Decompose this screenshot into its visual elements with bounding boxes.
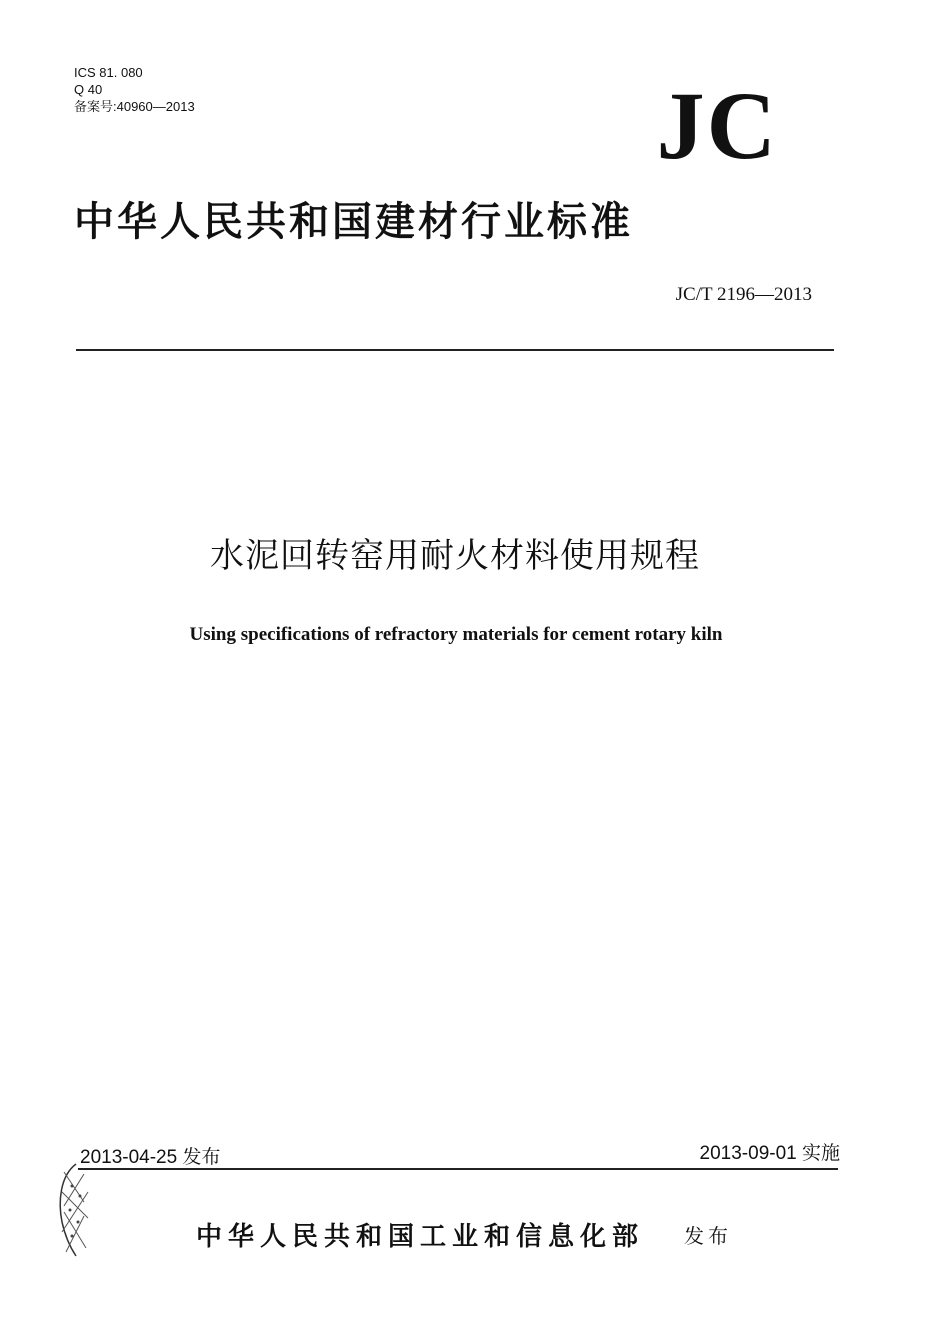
document-title-chinese: 水泥回转窑用耐火材料使用规程 [210, 536, 700, 576]
classification-block [74, 64, 195, 115]
issuing-authority: 中华人民共和国工业和信息化部 [196, 1222, 645, 1252]
standard-code: JC/T 2196—2013 [675, 284, 812, 305]
issuing-label: 发布 [684, 1224, 732, 1248]
binding-seal-mark [54, 1162, 98, 1258]
ics-code: ICS 81. 080 [74, 65, 143, 80]
issue-date: 2013-04-25 发布 [80, 1147, 221, 1168]
document-title-english: Using specifications of refractory materials for cement rotary kiln [189, 624, 723, 645]
top-divider [76, 349, 834, 351]
bottom-divider [78, 1168, 838, 1170]
class-code: Q 40 [74, 82, 103, 97]
standard-category-title: 中华人民共和国建材行业标准 [74, 199, 633, 245]
jc-logo: JC [656, 72, 778, 179]
filing-number: 备案号:40960—2013 [74, 99, 195, 114]
implementation-date: 2013-09-01 实施 [699, 1143, 840, 1164]
